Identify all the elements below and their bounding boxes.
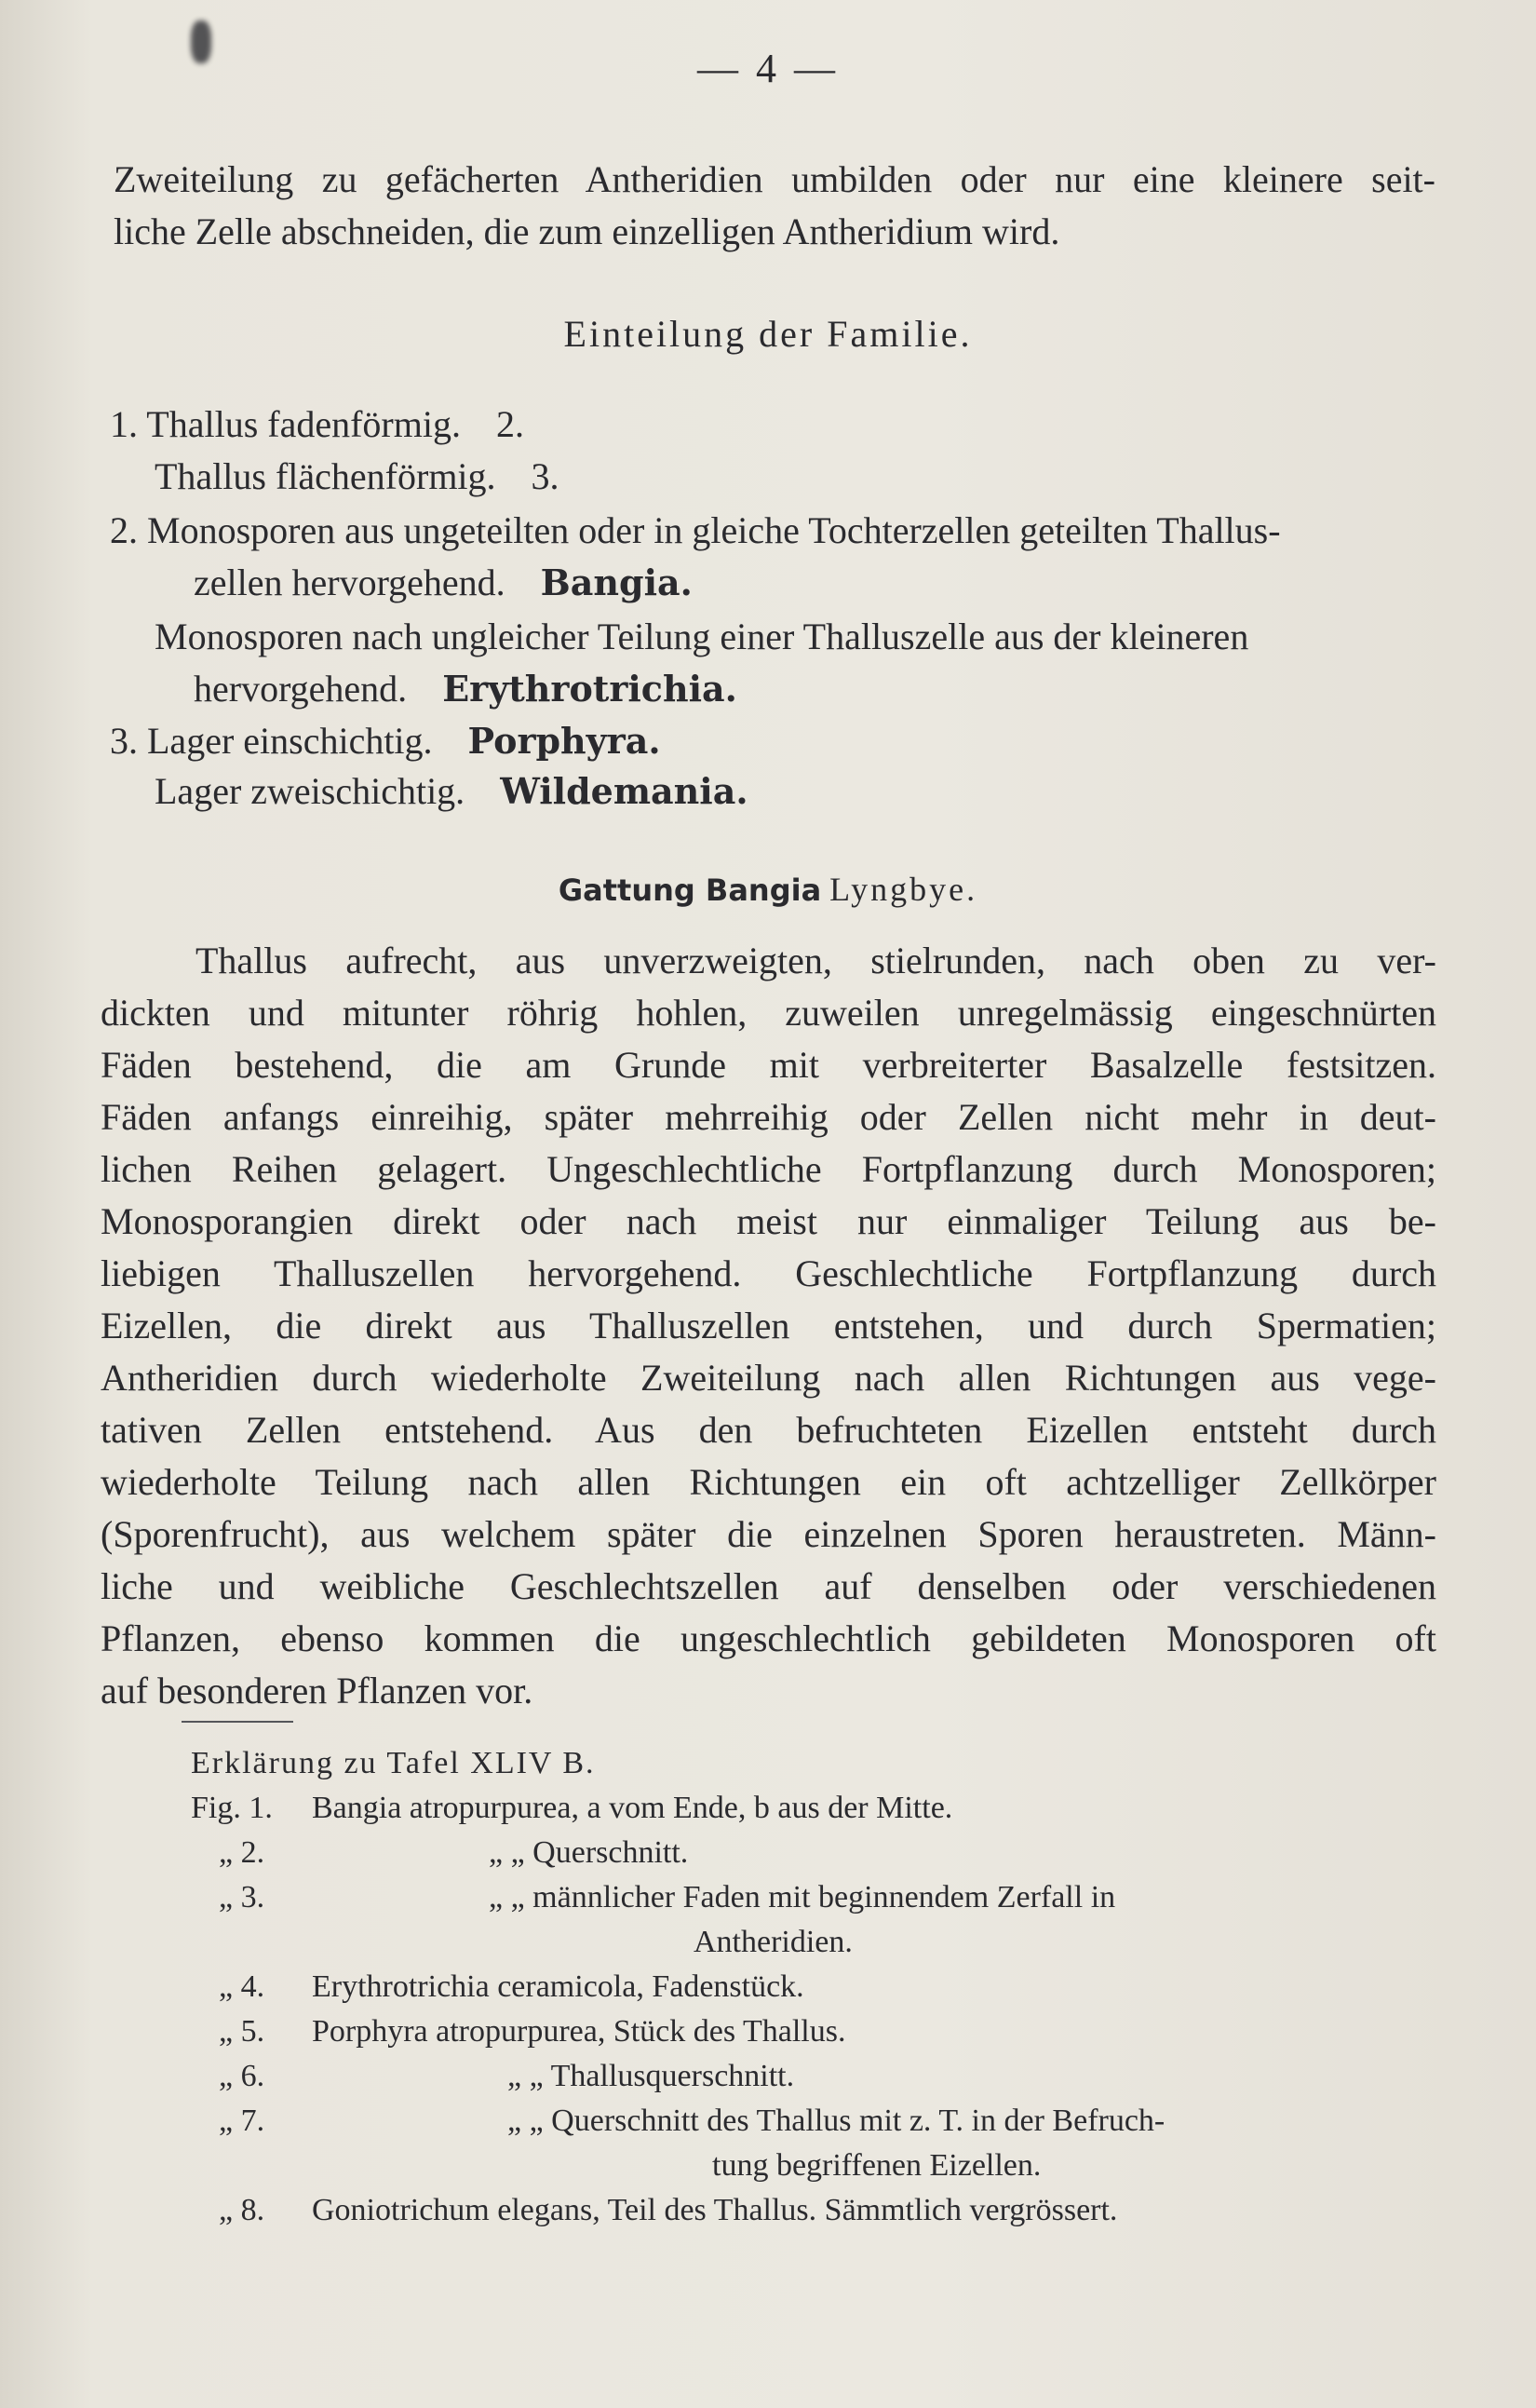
description-line: (Sporenfrucht), aus welchem später die einzelnen Sporen heraustreten. Männ- [101, 1513, 1436, 1555]
genus-name-wildemania: Wildemania. [500, 770, 748, 812]
description-line: liche und weibliche Geschlechtszellen auf denselben oder verschiedenen [101, 1565, 1436, 1607]
footnote-title: Erklärung zu Tafel XLIV B. [191, 1746, 596, 1780]
description-line: wiederholte Teilung nach allen Richtungen ein oft achtzelliger Zellkörper [101, 1461, 1436, 1503]
figure-legend [191, 1786, 1438, 2233]
description-line: liebigen Thalluszellen hervorgehend. Geschlechtliche Fortpflanzung durch [101, 1252, 1436, 1294]
description-line: dickten und mitunter röhrig hohlen, zuweilen unregelmässig eingeschnürten [101, 992, 1436, 1034]
genus-name-erythrotrichia: Erythrotrichia. [442, 668, 737, 710]
description-line: Thallus aufrecht, aus unverzweigten, stielrunden, nach oben zu ver- [195, 940, 1436, 981]
genus-heading: Gattung Bangia Lyngbye. [558, 871, 978, 908]
genus-description [101, 935, 1436, 1717]
legend-row: „ 6. „ „ Thallusquerschnitt. [219, 2059, 795, 2093]
key-item-6: hervorgehend. Erythrotrichia. [194, 668, 737, 710]
legend-row: Fig. 1. Bangia atropurpurea, a vom Ende, b aus der Mitte. [191, 1791, 953, 1825]
legend-row: „ 8. Goniotrichum elegans, Teil des Thallus. Sämmtlich vergrössert. [219, 2193, 1118, 2227]
key-item-7: 3. Lager einschichtig. Porphyra. [110, 720, 661, 762]
key-heading: Einteilung der Familie. [563, 313, 973, 355]
description-line: auf besonderen Pflanzen vor. [101, 1670, 533, 1711]
footnote-divider [182, 1721, 293, 1723]
legend-row: tung begriffenen Eizellen. [712, 2148, 1042, 2183]
description-line: Fäden anfangs einreihig, später mehrreihig oder Zellen nicht mehr in deut- [101, 1096, 1436, 1138]
key-item-4: zellen hervorgehend. Bangia. [194, 561, 693, 603]
legend-row: „ 3. „ „ männlicher Faden mit beginnendem Zerfall in [219, 1880, 1116, 1914]
description-line: Fäden bestehend, die am Grunde mit verbreiterter Basalzelle festsitzen. [101, 1044, 1436, 1086]
description-line: tativen Zellen entstehend. Aus den befruchteten Eizellen entsteht durch [101, 1409, 1436, 1451]
key-item-2: Thallus flächenförmig. 3. [155, 455, 559, 497]
description-line: Monosporangien direkt oder nach meist nur einmaliger Teilung aus be- [101, 1200, 1436, 1242]
intro-line-2: liche Zelle abschneiden, die zum einzelligen Antheridium wird. [114, 210, 1060, 252]
legend-row: „ 5. Porphyra atropurpurea, Stück des Thallus. [219, 2014, 846, 2049]
legend-row: „ 4. Erythrotrichia ceramicola, Fadenstück. [219, 1969, 804, 2004]
page-number: — 4 — [697, 46, 839, 91]
description-line: Pflanzen, ebenso kommen die ungeschlechtlich gebildeten Monosporen oft [101, 1617, 1436, 1659]
intro-line-1: Zweiteilung zu gefächerten Antheridien umbilden oder nur eine kleinere seit- [114, 158, 1435, 200]
description-line: Antheridien durch wiederholte Zweiteilung nach allen Richtungen aus vege- [101, 1357, 1436, 1399]
genus-name-porphyra: Porphyra. [467, 720, 661, 762]
key-item-5: Monosporen nach ungleicher Teilung einer Thalluszelle aus der kleineren [155, 616, 1249, 657]
genus-name-bangia: Bangia. [540, 561, 693, 603]
legend-row: „ 7. „ „ Querschnitt des Thallus mit z. T. in der Befruch- [219, 2104, 1165, 2138]
key-item-1: 1. Thallus fadenförmig. 2. [110, 403, 524, 445]
description-line: lichen Reihen gelagert. Ungeschlechtliche Fortpflanzung durch Monosporen; [101, 1148, 1436, 1190]
key-item-3: 2. Monosporen aus ungeteilten oder in gleiche Tochterzellen geteilten Thallus- [110, 509, 1281, 551]
key-item-8: Lager zweischichtig. Wildemania. [155, 770, 748, 812]
legend-row: Antheridien. [694, 1925, 853, 1959]
description-line: Eizellen, die direkt aus Thalluszellen entstehen, und durch Spermatien; [101, 1305, 1436, 1346]
legend-row: „ 2. „ „ Querschnitt. [219, 1835, 689, 1870]
